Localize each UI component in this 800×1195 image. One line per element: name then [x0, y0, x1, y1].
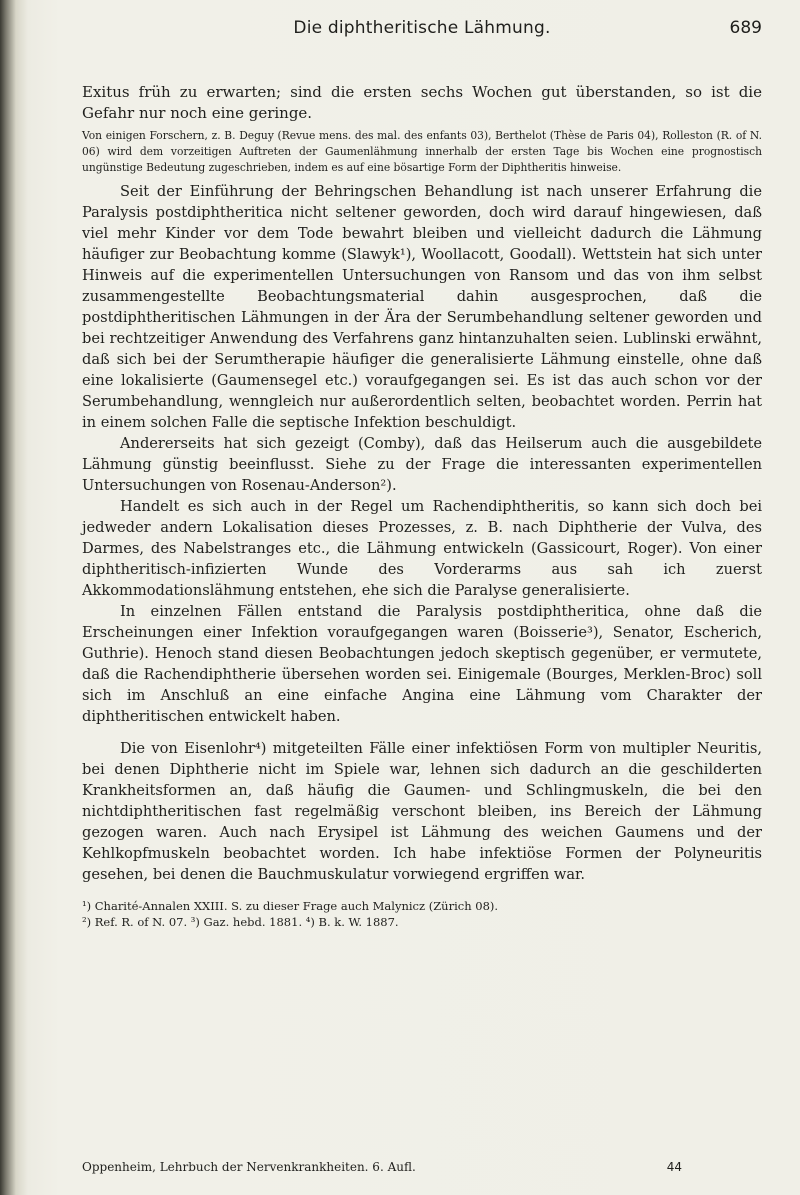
paragraph-small-print: Von einigen Forschern, z. B. Deguy (Revue mens. des mal. des enfants 03), Berthelot (Thèse de Paris 04), Rolleston (R. of N. 06) wird dem vorzeitigen Auftreten der Gaumenlähmung innerhalb der ersten Tage bis Wochen eine prognostisch ungünstige Bedeutung zugeschrieben, indem es auf eine bösartige Form der Diphtheritis hinweise. [82, 129, 762, 174]
body-text [82, 82, 762, 930]
page-number: 689 [729, 18, 762, 38]
paragraph-gap [82, 727, 762, 738]
page-footer [82, 1160, 762, 1174]
running-title: Die diphtheritische Lähmung. [293, 18, 551, 38]
paragraph-exitus: Exitus früh zu erwarten; sind die ersten sechs Wochen gut überstanden, so ist die Gefahr nur noch eine geringe. [82, 83, 762, 122]
page-header [82, 18, 762, 48]
paragraph-rachendiphtheritis: Handelt es sich auch in der Regel um Rachendiphtheritis, so kann sich doch bei jedweder andern Lokalisation dieses Prozesses, z. B. nach Diphtherie der Vulva, des Darmes, des Nabelstranges etc., die Lähmung entwickeln (Gassicourt, Roger). Von einer diphtheritisch-infizierten Wunde des Vorderarms aus sah ich zuerst Akkommodationslähmung entstehen, ehe sich die Paralyse generalisierte. [82, 498, 762, 599]
footer-book-reference: Oppenheim, Lehrbuch der Nervenkrankheiten. 6. Aufl. [82, 1160, 416, 1174]
footnote-line-2: ²) Ref. R. of N. 07. ³) Gaz. hebd. 1881. ⁴) B. k. W. 1887. [82, 915, 399, 929]
paragraph-heilserum: Andererseits hat sich gezeigt (Comby), daß das Heilserum auch die ausgebildete Lähmung günstig beeinflusst. Siehe zu der Frage die interessanten experimentellen Untersuchungen von Rosenau-Anderson²). [82, 435, 762, 494]
signature-number: 44 [666, 1160, 682, 1174]
paragraph-eisenlohr: Die von Eisenlohr⁴) mitgeteilten Fälle einer infektiösen Form von multipler Neuritis, bei denen Diphtherie nicht im Spiele war, lehnen sich dadurch an die geschilderten Krankheitsformen an, daß häufig die Gaumen- und Schlingmuskeln, die bei den nichtdiphtheritischen fast regelmäßig verschont bleiben, ins Bereich der Lähmung gezogen waren. Auch nach Erysipel ist Lähmung des weichen Gaumens und der Kehlkopfmuskeln beobachtet worden. Ich habe infektiöse Formen der Polyneuritis gesehen, bei denen die Bauchmuskulatur vorwiegend ergriffen war. [82, 740, 762, 883]
footnote-line-1: ¹) Charité-Annalen XXIII. S. zu dieser Frage auch Malynicz (Zürich 08). [82, 899, 499, 913]
paragraph-behring: Seit der Einführung der Behringschen Behandlung ist nach unserer Erfahrung die Paralysis postdiphtheritica nicht seltener geworden, doch wird darauf hingewiesen, daß viel mehr Kinder vor dem Tode bewahrt bleiben und vielleicht dadurch die Lähmung häufiger zur Beobachtung komme (Slawyk¹), Woollacott, Goodall). Wettstein hat sich unter Hinweis auf die experimentellen Untersuchungen von Ransom und das von ihm selbst zusammengestellte Beobachtungsmaterial dahin ausgesprochen, daß die postdiphtheritischen Lähmungen in der Ära der Serumbehandlung seltener geworden und bei rechtzeitiger Anwendung des Verfahrens ganz hintanzuhalten seien. Lublinski erwähnt, daß sich bei der Serumtherapie häufiger die generalisierte Lähmung einstelle, ohne daß eine lokalisierte (Gaumensegel etc.) voraufgegangen sei. Es ist das auch schon vor der Serumbehandlung, wenngleich nur außerordentlich selten, beobachtet worden. Perrin hat in einem solchen Falle die septische Infektion beschuldigt. [82, 183, 762, 431]
paragraph-einzelne-faelle: In einzelnen Fällen entstand die Paralysis postdiphtheritica, ohne daß die Erscheinungen einer Infektion voraufgegangen waren (Boisserie³), Senator, Escherich, Guthrie). Henoch stand diesen Beobachtungen jedoch skeptisch gegenüber, er vermutete, daß die Rachendiphtherie übersehen worden sei. Einigemale (Bourges, Merklen-Broc) soll sich im Anschluß an eine einfache Angina eine Lähmung vom Charakter der diphtheritischen entwickelt haben. [82, 603, 762, 725]
